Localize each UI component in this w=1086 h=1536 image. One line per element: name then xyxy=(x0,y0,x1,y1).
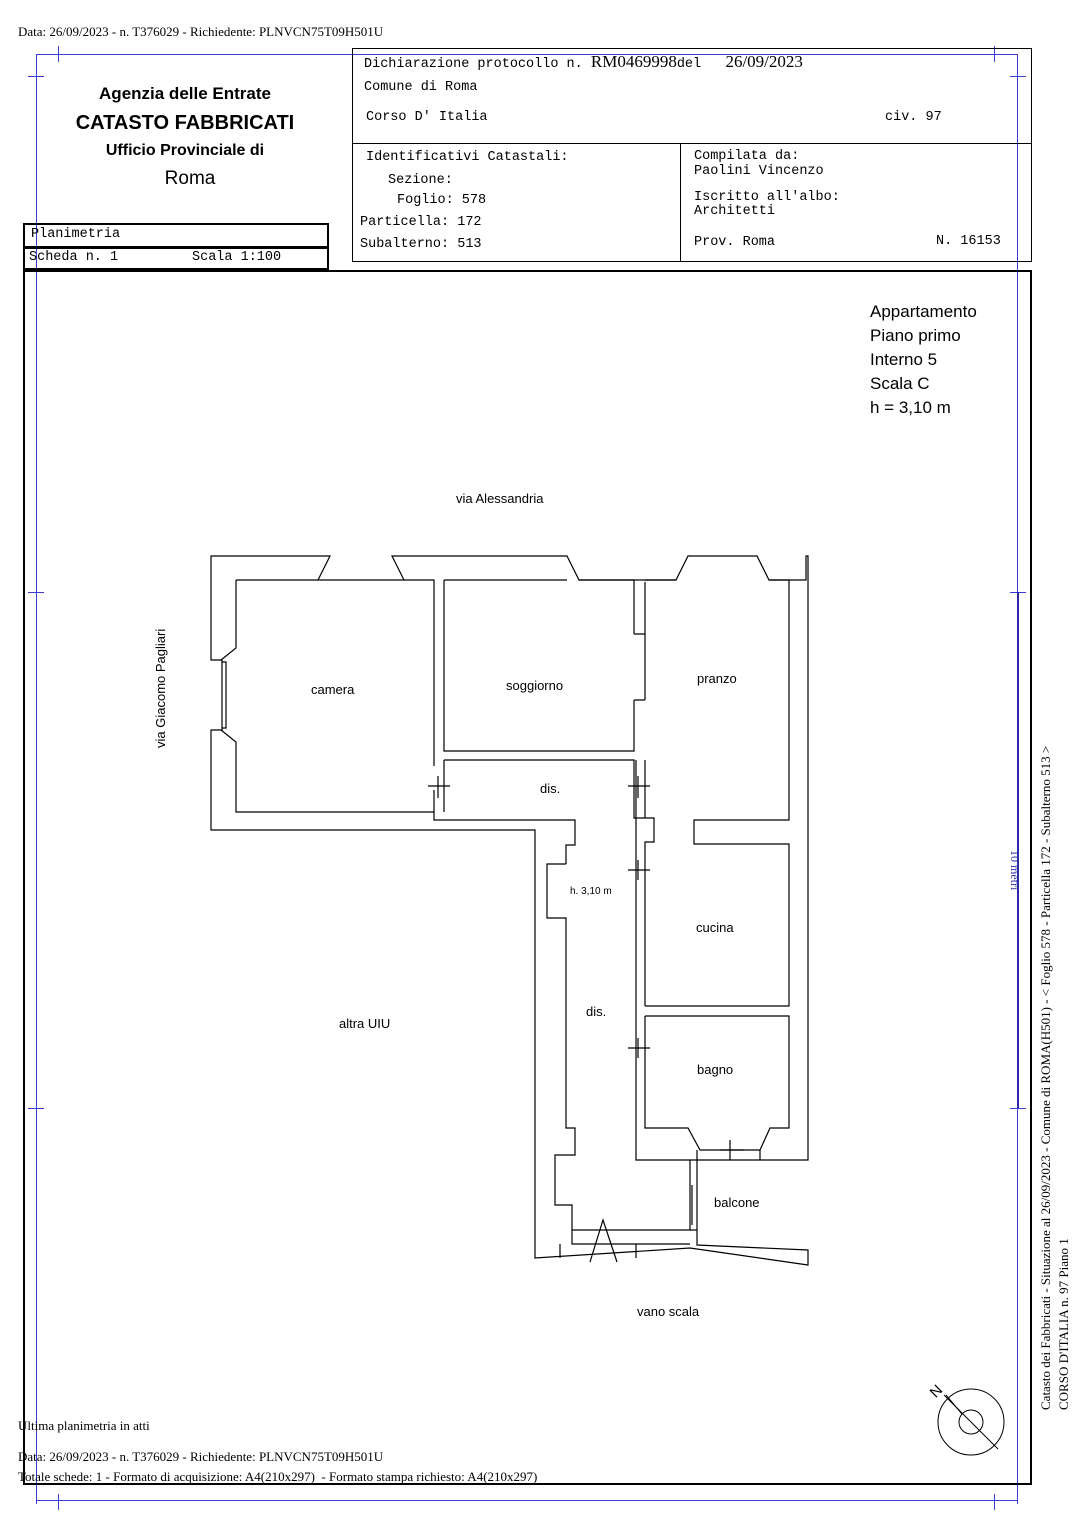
planimetria-title: Planimetria xyxy=(31,227,121,242)
particella: Particella: 172 xyxy=(360,215,482,230)
agency-name: Agenzia delle Entrate xyxy=(99,84,271,103)
header-request-line: Data: 26/09/2023 - n. T376029 - Richiedente: PLNVCN75T09H501U xyxy=(18,24,384,39)
footer-ultima: Ultima planimetria in atti xyxy=(18,1418,150,1433)
subalterno: Subalterno: 513 xyxy=(360,237,482,252)
svg-text:N: N xyxy=(926,1381,947,1402)
side-address-line: CORSO D'ITALIA n. 97 Piano 1 xyxy=(1056,1238,1071,1410)
declaration-date: 26/09/2023 xyxy=(725,52,803,71)
unit-type: Appartamento xyxy=(870,302,977,321)
label-dis-lower: dis. xyxy=(586,1004,607,1019)
albo-number: N. 16153 xyxy=(936,234,1001,249)
scale-value: Scala 1:100 xyxy=(192,250,282,265)
label-camera: camera xyxy=(311,682,355,697)
unit-interno: Interno 5 xyxy=(870,350,938,369)
side-situation-line: Catasto dei Fabbricati - Situazione al 26/09/2023 - Comune di ROMA(H501) - < Foglio 578 - Particella 172 - Subalterno 513 > xyxy=(1038,745,1053,1410)
street-name: Corso D' Italia xyxy=(366,110,488,125)
identifiers-title: Identificativi Catastali: xyxy=(366,150,569,165)
compiler-label: Compilata da: xyxy=(694,149,800,164)
province: Prov. Roma xyxy=(694,235,776,250)
label-street-top: via Alessandria xyxy=(456,491,544,506)
foglio: Foglio: 578 xyxy=(397,193,487,208)
agency-catasto: CATASTO FABBRICATI xyxy=(75,112,295,134)
compiler-name: Paolini Vincenzo xyxy=(694,164,824,179)
label-vano-scala: vano scala xyxy=(637,1304,700,1319)
north-arrow-icon xyxy=(938,1389,1004,1455)
sezione: Sezione: xyxy=(388,173,453,188)
scheda-number: Scheda n. 1 xyxy=(29,250,119,265)
albo-label: Iscritto all'albo: xyxy=(694,190,840,205)
label-soggiorno: soggiorno xyxy=(506,678,564,693)
footer-totale-line: Totale schede: 1 - Formato di acquisizione: A4(210x297) - Formato stampa richiesto: A4(210x297) xyxy=(18,1469,538,1484)
label-altra-uiu: altra UIU xyxy=(339,1016,391,1031)
comune: Comune di Roma xyxy=(364,80,478,95)
label-street-left: via Giacomo Pagliari xyxy=(153,628,168,748)
scale-bar-label: 10 metri xyxy=(1008,850,1022,891)
civic-number: civ. 97 xyxy=(885,110,942,125)
declaration-del: del xyxy=(676,57,702,72)
label-height: h. 3,10 m xyxy=(570,886,612,897)
unit-floor: Piano primo xyxy=(870,326,961,345)
declaration-number: RM0469998 xyxy=(590,52,677,71)
agency-office: Ufficio Provinciale di xyxy=(105,142,265,159)
albo-value: Architetti xyxy=(694,204,776,219)
agency-city: Roma xyxy=(164,168,216,189)
label-balcone: balcone xyxy=(714,1195,760,1210)
label-pranzo: pranzo xyxy=(697,671,737,686)
label-cucina: cucina xyxy=(696,920,734,935)
declaration-prefix: Dichiarazione protocollo n. xyxy=(364,57,583,72)
label-dis-upper: dis. xyxy=(540,781,561,796)
label-bagno: bagno xyxy=(697,1062,734,1077)
footer-data-line: Data: 26/09/2023 - n. T376029 - Richiedente: PLNVCN75T09H501U xyxy=(18,1449,384,1464)
unit-height: h = 3,10 m xyxy=(870,398,951,417)
unit-scala: Scala C xyxy=(870,374,930,393)
